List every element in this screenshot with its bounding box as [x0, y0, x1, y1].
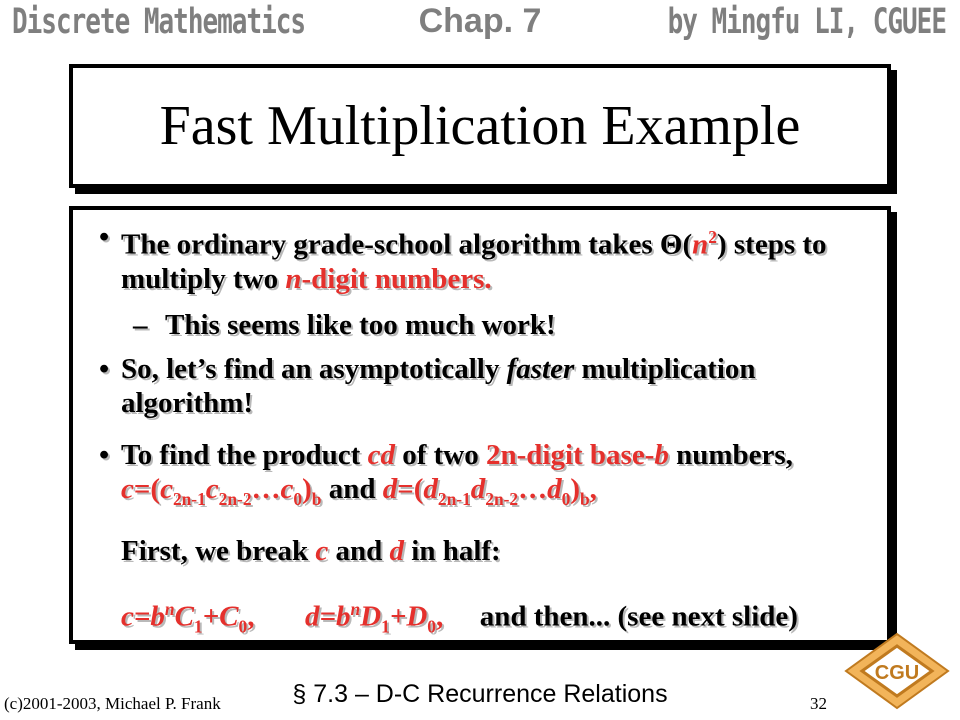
- chapter-header: Chap. 7: [418, 2, 542, 40]
- bullet-text: To find the product cd of two 2n-digit base-b numbers, $c=(c_{2n-1}c_{2n-2}\dots c_0)_b$ and $d=(d_{2n-1}d_{2n-2}\dots d_0)_b$,: [121, 439, 793, 509]
- logo-text: CGU: [874, 662, 920, 684]
- bullet-marker: •: [99, 221, 110, 253]
- cgu-logo: [842, 630, 952, 712]
- title-box: [69, 64, 891, 188]
- bullet-marker: •: [99, 439, 110, 471]
- break-in-half-line: First, we break c and d in half:: [121, 535, 501, 567]
- bullet-marker: •: [99, 353, 110, 385]
- sub-bullet-text: This seems like too much work!: [165, 309, 556, 341]
- content-box: [69, 206, 891, 644]
- author-header: by Mingfu LI, CGUEE: [667, 2, 946, 43]
- bullet-text: So, let’s find an asymptotically faster multiplication algorithm!: [121, 353, 756, 419]
- copyright-footer: (c)2001-2003, Michael P. Frank: [4, 694, 221, 713]
- bullet-text: The ordinary grade-school algorithm takes $\Theta(n^2)$ steps to multiply two n-digit numbers.: [121, 227, 827, 295]
- dash-marker: –: [133, 309, 148, 341]
- split-formula-line: $c=b^nC_1+C_0$, $d=b^nD_1+D_0$, and then... (see next slide): [121, 599, 798, 637]
- course-title-header: Discrete Mathematics: [12, 2, 306, 43]
- slide-title: Fast Multiplication Example: [159, 95, 801, 157]
- section-footer: § 7.3 – D-C Recurrence Relations: [292, 680, 668, 708]
- page-number: 32: [810, 694, 827, 713]
